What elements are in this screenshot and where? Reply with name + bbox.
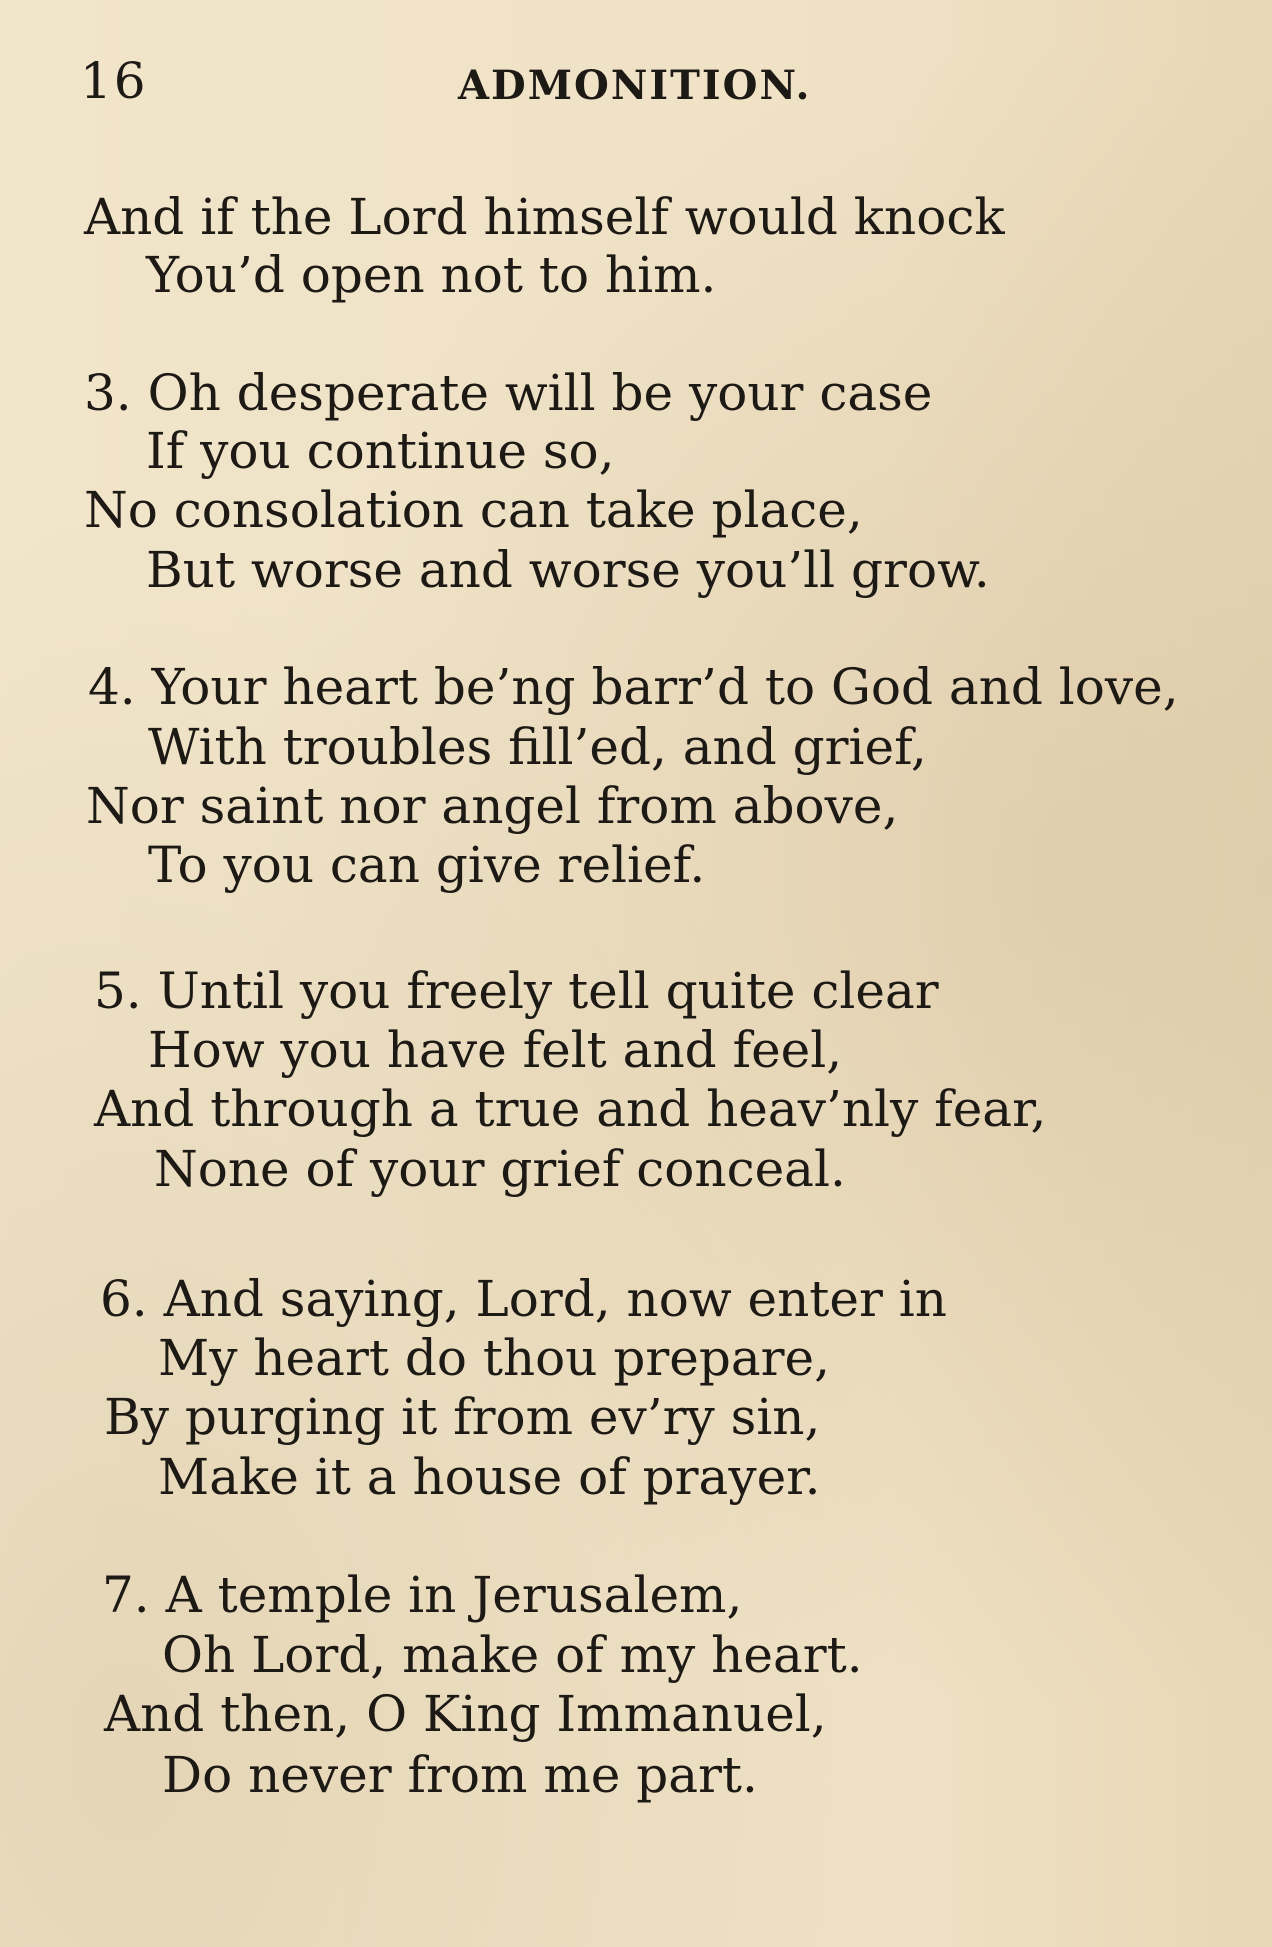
- poem-line: Make it a house of prayer.: [158, 1448, 821, 1506]
- poem-line: How you have felt and feel,: [148, 1021, 843, 1079]
- poem-line: No consolation can take place,: [84, 481, 863, 539]
- poem-line: 7. A temple in Jerusalem,: [102, 1566, 743, 1624]
- poem-line: But worse and worse you’ll grow.: [146, 541, 990, 599]
- poem-line: 4. Your heart be’ng barr’d to God and love,: [88, 658, 1179, 716]
- poem-line: 6. And saying, Lord, now enter in: [100, 1270, 947, 1328]
- page-number: 16: [80, 52, 148, 110]
- poem-line: And through a true and heav’nly fear,: [94, 1080, 1047, 1138]
- poem-line: Do never from me part.: [162, 1746, 758, 1804]
- poem-line: Oh Lord, make of my heart.: [162, 1626, 863, 1684]
- poem-line: If you continue so,: [146, 422, 615, 480]
- running-head: ADMONITION.: [458, 62, 812, 109]
- poem-line: And if the Lord himself would knock: [84, 188, 1005, 246]
- poem-line: To you can give relief.: [148, 836, 706, 894]
- poem-line: With troubles fill’ed, and grief,: [148, 718, 927, 776]
- poem-line: You’d open not to him.: [146, 246, 717, 304]
- poem-line: 3. Oh desperate will be your case: [84, 364, 933, 422]
- poem-line: And then, O King Immanuel,: [104, 1685, 827, 1743]
- poem-line: By purging it from ev’ry sin,: [104, 1388, 821, 1446]
- poem-line: My heart do thou prepare,: [158, 1329, 831, 1387]
- poem-line: None of your grief conceal.: [154, 1140, 846, 1198]
- poem-line: 5. Until you freely tell quite clear: [94, 962, 939, 1020]
- poem-line: Nor saint nor angel from above,: [86, 777, 899, 835]
